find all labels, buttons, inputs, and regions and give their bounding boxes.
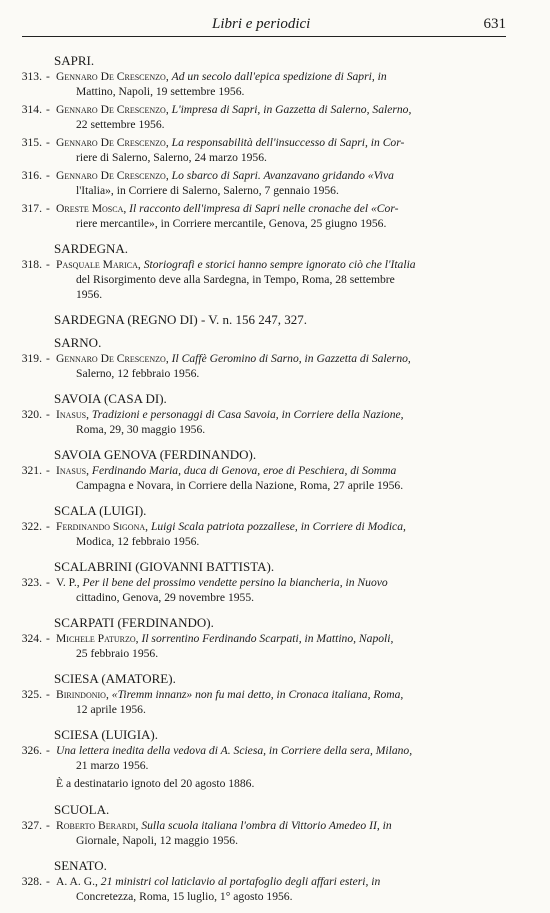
entry-text xyxy=(56,631,486,661)
section-heading: SAVOIA (CASA DI). xyxy=(54,391,167,406)
section-heading: SCALA (LUIGI). xyxy=(54,503,147,518)
entry-continuation-line: riere mercantile», in Corriere mercantile, Genova, 25 giugno 1956. xyxy=(76,217,387,230)
entry-author: Birindonio, xyxy=(56,688,109,701)
bibliography-entry xyxy=(16,818,486,848)
entry-title-line: Lo sbarco di Sapri. Avanzavano gridando «Viva xyxy=(171,169,394,182)
entry-title-line: Per il bene del prossimo vendette persino la biancheria, in Nuovo xyxy=(82,576,388,589)
entry-author: Inasus, xyxy=(56,464,89,477)
entry-text xyxy=(56,818,486,848)
entry-text xyxy=(56,743,486,773)
entry-number: 316. xyxy=(21,169,42,182)
entry-continuation-line: Modica, 12 febbraio 1956. xyxy=(76,535,200,548)
entry-dash: - xyxy=(46,136,50,149)
entry-continuation-line: Mattino, Napoli, 19 settembre 1956. xyxy=(76,85,245,98)
entry-title-line: L'impresa di Sapri, in Gazzetta di Salerno, Salerno, xyxy=(171,103,412,116)
entry-author: Gennaro De Crescenzo, xyxy=(56,352,169,365)
entry-number: 313. xyxy=(21,70,42,83)
entry-number: 328. xyxy=(21,875,42,888)
bibliography-entry xyxy=(16,102,486,132)
entry-number: 326. xyxy=(21,744,42,757)
entry-number: 325. xyxy=(21,688,42,701)
entry-number: 321. xyxy=(21,464,42,477)
entry-text xyxy=(56,69,486,99)
section-heading: SCALABRINI (GIOVANNI BATTISTA). xyxy=(54,559,275,574)
entry-author: Gennaro De Crescenzo, xyxy=(56,70,169,83)
entry-text xyxy=(56,874,486,904)
section-heading: SARNO. xyxy=(54,335,102,350)
entry-title-line: La responsabilità dell'insuccesso di Sapri, in Cor- xyxy=(171,136,405,149)
section-heading: SCIESA (LUIGIA). xyxy=(54,727,158,742)
bibliography-entry xyxy=(16,69,486,99)
section-heading: SENATO. xyxy=(54,858,107,873)
entry-continuation-line: Giornale, Napoli, 12 maggio 1956. xyxy=(76,834,238,847)
entry-text xyxy=(56,168,486,198)
entry-title-line: Sulla scuola italiana l'ombra di Vittorio Amedeo II, in xyxy=(141,819,392,832)
bibliography-entry xyxy=(16,201,486,231)
entry-number: 314. xyxy=(21,103,42,116)
entry-dash: - xyxy=(46,875,50,888)
entry-note: È a destinatario ignoto del 20 agosto 1886. xyxy=(56,777,255,790)
entry-title-line: Il racconto dell'impresa di Sapri nelle cronache del «Cor- xyxy=(129,202,399,215)
entry-text xyxy=(56,519,486,549)
entry-title-line: Luigi Scala patriota pozzallese, in Corriere di Modica, xyxy=(150,520,406,533)
entry-continuation-line: l'Italia», in Corriere di Salerno, Salerno, 7 gennaio 1956. xyxy=(76,184,339,197)
entry-title-line: Tradizioni e personaggi di Casa Savoia, in Corriere della Nazione, xyxy=(91,408,404,421)
entry-dash: - xyxy=(46,576,50,589)
entry-number: 322. xyxy=(21,520,42,533)
entry-title-line: Il Caffè Geromino di Sarno, in Gazzetta di Salerno, xyxy=(171,352,411,365)
entry-continuation-line: riere di Salerno, Salerno, 24 marzo 1956. xyxy=(76,151,267,164)
entry-number: 319. xyxy=(21,352,42,365)
entry-author: Gennaro De Crescenzo, xyxy=(56,169,169,182)
section-heading: SCUOLA. xyxy=(54,802,110,817)
bibliography-entry xyxy=(16,519,486,549)
section-heading: SAVOIA GENOVA (FERDINANDO). xyxy=(54,447,257,462)
bibliography-entry xyxy=(16,687,486,717)
section-heading: SCARPATI (FERDINANDO). xyxy=(54,615,214,630)
page-number: 631 xyxy=(483,16,506,32)
entry-number: 324. xyxy=(21,632,42,645)
entry-continuation-line: del Risorgimento deve alla Sardegna, in Tempo, Roma, 28 settembre xyxy=(76,273,395,286)
running-title: Libri e periodici xyxy=(212,16,311,32)
bibliography-entry xyxy=(16,631,486,661)
entry-title-line: 21 ministri col laticlavio al portafoglio degli affari esteri, in xyxy=(100,875,381,888)
bibliography-entry xyxy=(16,874,486,904)
entry-author: Ferdinando Sigona, xyxy=(56,520,149,533)
entry-number: 320. xyxy=(21,408,42,421)
entry-continuation-line: Roma, 29, 30 maggio 1956. xyxy=(76,423,206,436)
entry-dash: - xyxy=(46,70,50,83)
entry-title-line: «Tiremm innanz» non fu mai detto, in Cronaca italiana, Roma, xyxy=(111,688,404,701)
entry-text xyxy=(56,102,486,132)
entry-text xyxy=(56,351,486,381)
entry-title-line: Una lettera inedita della vedova di A. Sciesa, in Corriere della sera, Milano, xyxy=(56,744,413,757)
bibliography-entry xyxy=(16,463,486,493)
section-gap xyxy=(16,907,486,913)
page-header xyxy=(22,14,506,37)
entry-text xyxy=(56,463,486,493)
entry-author: A. A. G., xyxy=(56,875,98,888)
bibliography-list xyxy=(16,52,486,913)
entry-dash: - xyxy=(46,744,50,757)
section-heading: SAPRI. xyxy=(54,53,95,68)
entry-text xyxy=(56,687,486,717)
entry-dash: - xyxy=(46,819,50,832)
bibliography-entry xyxy=(16,743,486,773)
entry-dash: - xyxy=(46,688,50,701)
entry-author: Pasquale Marica, xyxy=(56,258,141,271)
entry-text xyxy=(56,135,486,165)
bibliography-entry xyxy=(16,351,486,381)
entry-author: V. P., xyxy=(56,576,80,589)
entry-number: 315. xyxy=(21,136,42,149)
entry-dash: - xyxy=(46,202,50,215)
entry-continuation-line: 22 settembre 1956. xyxy=(76,118,165,131)
section-heading: SCIESA (AMATORE). xyxy=(54,671,176,686)
section-heading: SARDEGNA (REGNO DI) - V. n. 156 247, 327. xyxy=(54,312,308,327)
entry-number: 327. xyxy=(21,819,42,832)
entry-dash: - xyxy=(46,352,50,365)
entry-dash: - xyxy=(46,103,50,116)
entry-author: Michele Paturzo, xyxy=(56,632,139,645)
entry-title-line: Storiografi e storici hanno sempre ignorato ciò che l'Italia xyxy=(143,258,416,271)
section-heading: SARDEGNA. xyxy=(54,241,129,256)
entry-text xyxy=(56,407,486,437)
entry-author: Gennaro De Crescenzo, xyxy=(56,136,169,149)
entry-author: Roberto Berardi, xyxy=(56,819,139,832)
entry-author: Oreste Mosca, xyxy=(56,202,127,215)
entry-continuation-line: 21 marzo 1956. xyxy=(76,759,149,772)
entry-text xyxy=(56,201,486,231)
bibliography-entry xyxy=(16,407,486,437)
entry-continuation-line: Campagna e Novara, in Corriere della Nazione, Roma, 27 aprile 1956. xyxy=(76,479,404,492)
entry-text xyxy=(56,575,486,605)
entry-title-line: Ferdinando Maria, duca di Genova, eroe di Peschiera, di Somma xyxy=(91,464,397,477)
bibliography-entry xyxy=(16,135,486,165)
entry-number: 317. xyxy=(21,202,42,215)
bibliography-entry xyxy=(16,257,486,302)
bibliography-entry xyxy=(16,168,486,198)
entry-dash: - xyxy=(46,632,50,645)
entry-continuation-line: 25 febbraio 1956. xyxy=(76,647,159,660)
entry-author: Gennaro De Crescenzo, xyxy=(56,103,169,116)
entry-continuation-line: Concretezza, Roma, 15 luglio, 1° agosto 1956. xyxy=(76,890,293,903)
bibliography-entry xyxy=(16,575,486,605)
entry-dash: - xyxy=(46,520,50,533)
entry-number: 323. xyxy=(21,576,42,589)
entry-number: 318. xyxy=(21,258,42,271)
entry-dash: - xyxy=(46,408,50,421)
entry-dash: - xyxy=(46,258,50,271)
entry-text xyxy=(56,257,486,302)
entry-author: Inasus, xyxy=(56,408,89,421)
entry-continuation-line: 1956. xyxy=(76,288,103,301)
entry-dash: - xyxy=(46,169,50,182)
entry-dash: - xyxy=(46,464,50,477)
entry-continuation-line: Salerno, 12 febbraio 1956. xyxy=(76,367,200,380)
entry-continuation-line: 12 aprile 1956. xyxy=(76,703,146,716)
entry-title-line: Ad un secolo dall'epica spedizione di Sapri, in xyxy=(171,70,387,83)
entry-continuation-line: cittadino, Genova, 29 novembre 1955. xyxy=(76,591,255,604)
entry-title-line: Il sorrentino Ferdinando Scarpati, in Mattino, Napoli, xyxy=(141,632,394,645)
